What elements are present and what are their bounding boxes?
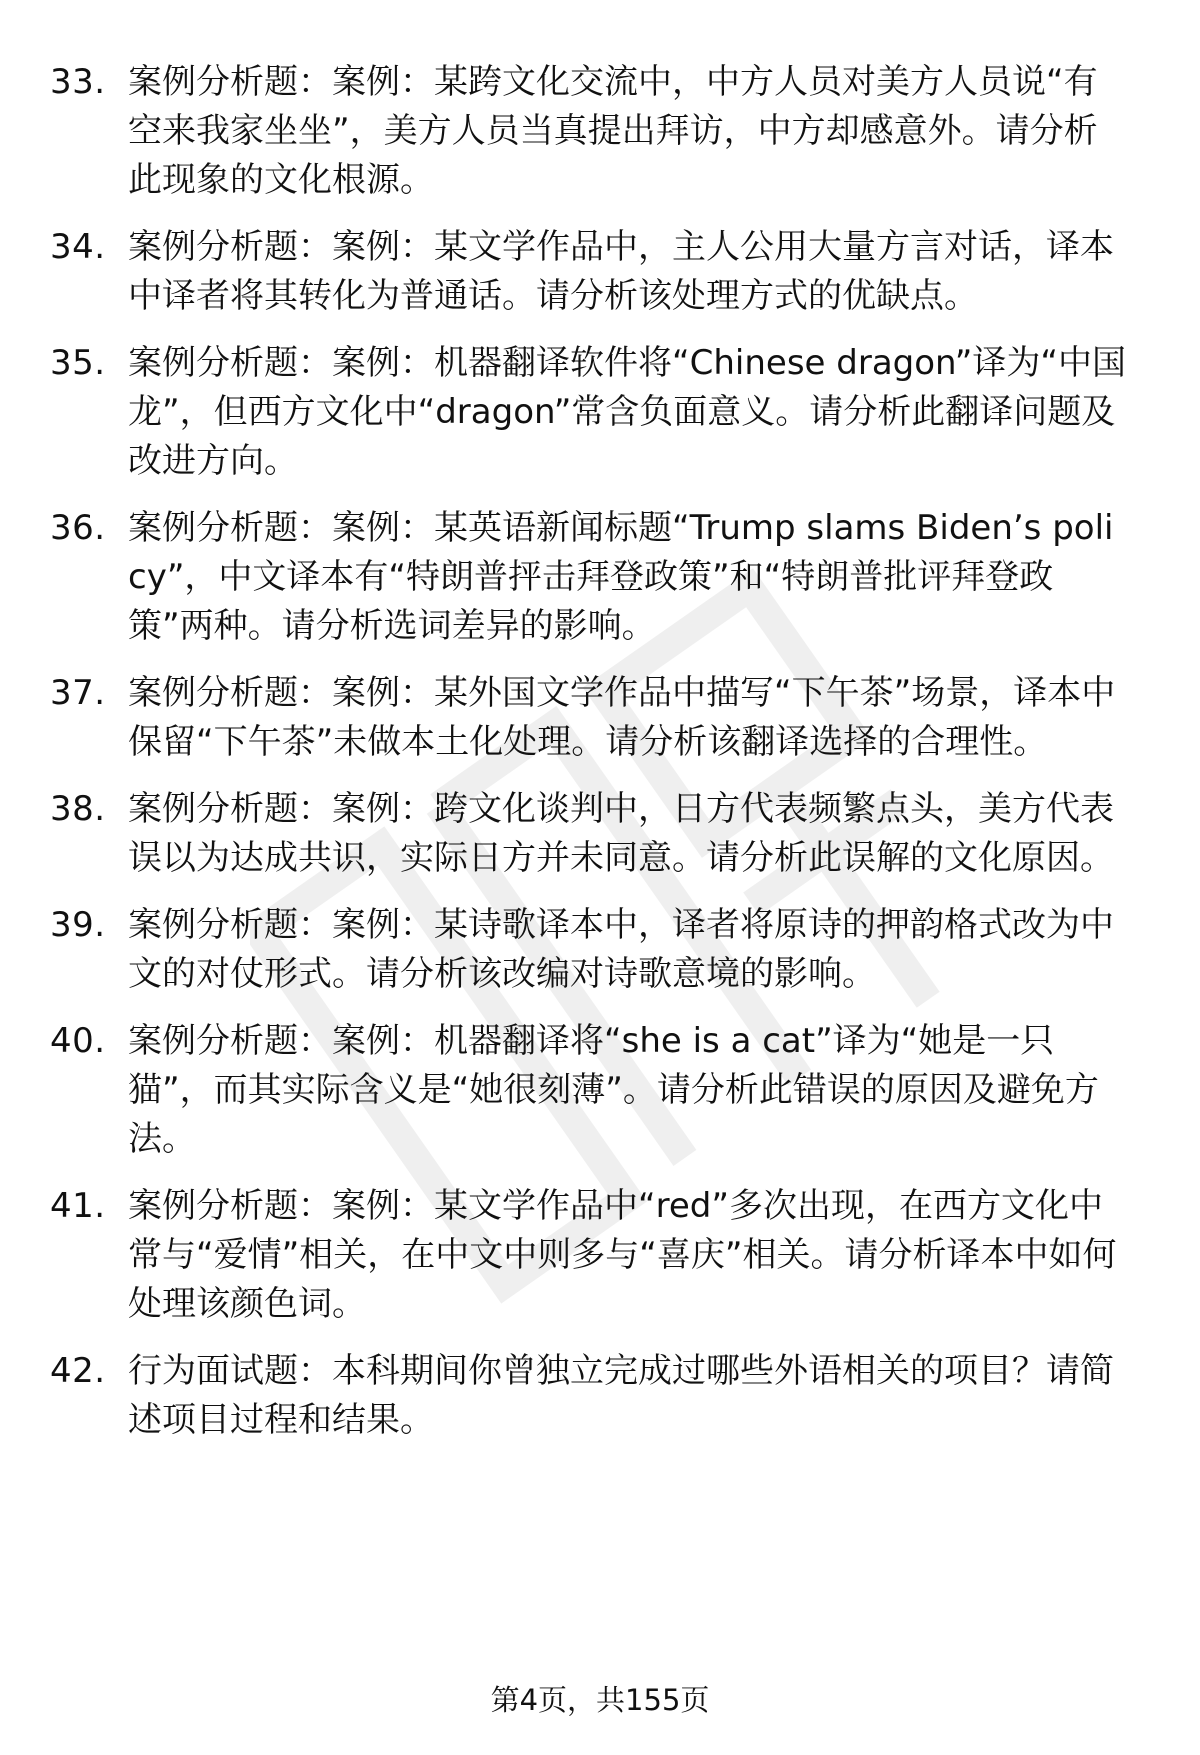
question-number: 42.: [50, 1351, 106, 1391]
question-item: [50, 339, 1170, 486]
question-number: 37.: [50, 673, 106, 713]
question-number: 33.: [50, 62, 106, 102]
question-text: 案例分析题：案例：机器翻译软件将“Chinese dragon”译为“中国龙”，但西方文化中“dragon”常含负面意义。请分析此翻译问题及改进方向。: [128, 343, 1126, 481]
question-text: 行为面试题：本科期间你曾独立完成过哪些外语相关的项目？请简述项目过程和结果。: [128, 1351, 1114, 1440]
question-item: [50, 504, 1170, 651]
question-item: [50, 58, 1170, 205]
question-text: 案例分析题：案例：跨文化谈判中，日方代表频繁点头，美方代表误以为达成共识，实际日方并未同意。请分析此误解的文化原因。: [128, 789, 1114, 878]
question-item: [50, 669, 1170, 767]
question-item: [50, 223, 1170, 321]
question-text: 案例分析题：案例：某文学作品中，主人公用大量方言对话，译本中译者将其转化为普通话。请分析该处理方式的优缺点。: [128, 227, 1114, 316]
question-item: [50, 1017, 1170, 1164]
question-text: 案例分析题：案例：某文学作品中“red”多次出现，在西方文化中常与“爱情”相关，在中文中则多与“喜庆”相关。请分析译本中如何处理该颜色词。: [128, 1186, 1117, 1324]
question-text: 案例分析题：案例：某诗歌译本中，译者将原诗的押韵格式改为中文的对仗形式。请分析该改编对诗歌意境的影响。: [128, 905, 1114, 994]
question-number: 41.: [50, 1186, 106, 1226]
question-text: 案例分析题：案例：某英语新闻标题“Trump slams Biden’s policy”，中文译本有“特朗普抨击拜登政策”和“特朗普批评拜登政策”两种。请分析选词差异的影响。: [128, 508, 1114, 646]
question-number: 34.: [50, 227, 106, 267]
question-number: 39.: [50, 905, 106, 945]
question-number: 35.: [50, 343, 106, 383]
question-text: 案例分析题：案例：某外国文学作品中描写“下午茶”场景，译本中保留“下午茶”未做本土化处理。请分析该翻译选择的合理性。: [128, 673, 1116, 762]
question-text: 案例分析题：案例：某跨文化交流中，中方人员对美方人员说“有空来我家坐坐”，美方人员当真提出拜访，中方却感意外。请分析此现象的文化根源。: [128, 62, 1098, 200]
question-item: [50, 785, 1170, 883]
question-item: [50, 1182, 1170, 1329]
question-list: [50, 58, 1170, 1463]
question-item: [50, 901, 1170, 999]
question-number: 38.: [50, 789, 106, 829]
question-text: 案例分析题：案例：机器翻译将“she is a cat”译为“她是一只猫”，而其实际含义是“她很刻薄”。请分析此错误的原因及避免方法。: [128, 1021, 1099, 1159]
question-item: [50, 1347, 1170, 1445]
page-footer: 第4页，共155页: [490, 1683, 710, 1717]
question-number: 40.: [50, 1021, 106, 1061]
question-number: 36.: [50, 508, 106, 548]
